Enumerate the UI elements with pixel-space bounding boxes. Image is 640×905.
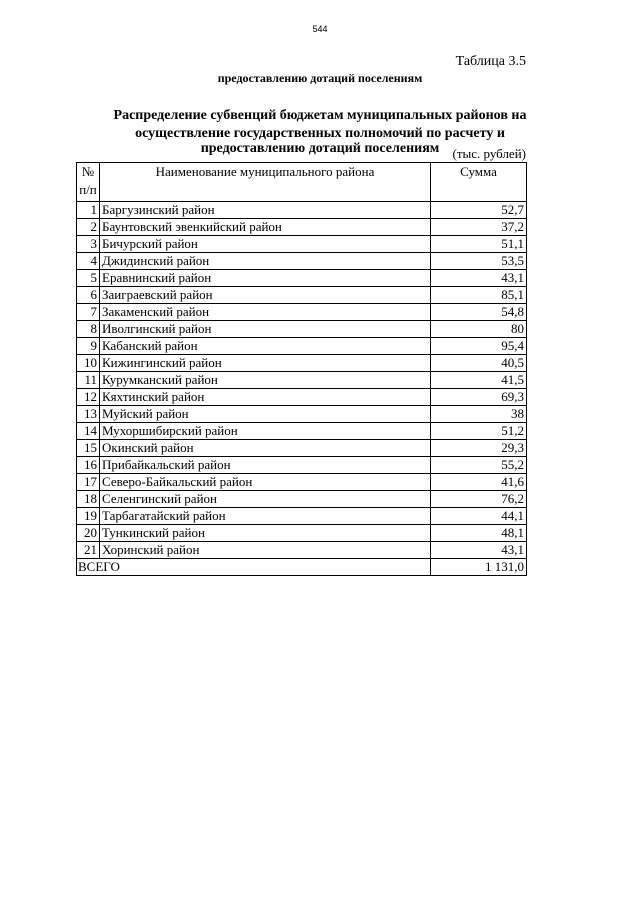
district-sum: 43,1 [431, 542, 527, 559]
district-sum: 80 [431, 321, 527, 338]
district-name: Бичурский район [100, 236, 431, 253]
district-name: Мухоршибирский район [100, 423, 431, 440]
district-sum: 48,1 [431, 525, 527, 542]
row-number: 17 [77, 474, 100, 491]
row-number: 5 [77, 270, 100, 287]
row-number: 10 [77, 355, 100, 372]
table-row [77, 372, 527, 389]
col-header-name: Наименование муниципального района [100, 163, 431, 202]
table-title [0, 107, 640, 143]
district-name: Кижингинский район [100, 355, 431, 372]
table-row [77, 287, 527, 304]
row-number: 20 [77, 525, 100, 542]
page-number: 544 [312, 24, 328, 34]
district-sum: 69,3 [431, 389, 527, 406]
district-name: Кяхтинский район [100, 389, 431, 406]
table-row [77, 219, 527, 236]
table-row [77, 406, 527, 423]
district-name: Иволгинский район [100, 321, 431, 338]
district-sum: 53,5 [431, 253, 527, 270]
row-number: 18 [77, 491, 100, 508]
district-sum: 85,1 [431, 287, 527, 304]
table-row [77, 338, 527, 355]
district-sum: 54,8 [431, 304, 527, 321]
district-name: Закаменский район [100, 304, 431, 321]
district-sum: 38 [431, 406, 527, 423]
row-number: 9 [77, 338, 100, 355]
district-sum: 51,1 [431, 236, 527, 253]
unit-label: (тыс. рублей) [452, 146, 526, 161]
row-number: 8 [77, 321, 100, 338]
table-row [77, 202, 527, 219]
total-label: ВСЕГО [77, 559, 431, 576]
table-row [77, 542, 527, 559]
district-name: Еравнинский район [100, 270, 431, 287]
district-name: Заиграевский район [100, 287, 431, 304]
table-row [77, 270, 527, 287]
district-sum: 95,4 [431, 338, 527, 355]
table-row [77, 508, 527, 525]
row-number: 21 [77, 542, 100, 559]
row-number: 14 [77, 423, 100, 440]
table-row [77, 525, 527, 542]
district-sum: 76,2 [431, 491, 527, 508]
district-sum: 52,7 [431, 202, 527, 219]
district-sum: 41,5 [431, 372, 527, 389]
district-name: Хоринский район [100, 542, 431, 559]
row-number: 15 [77, 440, 100, 457]
district-sum: 51,2 [431, 423, 527, 440]
row-number: 19 [77, 508, 100, 525]
district-name: Джидинский район [100, 253, 431, 270]
table-row [77, 440, 527, 457]
row-number: 2 [77, 219, 100, 236]
table-row [77, 389, 527, 406]
table-title-line-1: Распределение субвенций бюджетам муниципальных районов на [113, 108, 527, 123]
row-number: 16 [77, 457, 100, 474]
row-number: 7 [77, 304, 100, 321]
district-sum: 29,3 [431, 440, 527, 457]
district-sum: 41,6 [431, 474, 527, 491]
table-row [77, 457, 527, 474]
district-name: Северо-Байкальский район [100, 474, 431, 491]
district-name: Селенгинский район [100, 491, 431, 508]
total-sum: 1 131,0 [431, 559, 527, 576]
table-row [77, 321, 527, 338]
district-sum: 43,1 [431, 270, 527, 287]
table-header-row [77, 163, 527, 202]
row-number: 4 [77, 253, 100, 270]
col-header-sum: Сумма [431, 163, 527, 202]
district-name: Баунтовский эвенкийский район [100, 219, 431, 236]
table-row [77, 474, 527, 491]
district-name: Окинский район [100, 440, 431, 457]
table-row [77, 491, 527, 508]
row-number: 13 [77, 406, 100, 423]
table-row [77, 253, 527, 270]
table-row [77, 236, 527, 253]
row-number: 11 [77, 372, 100, 389]
subvention-table [76, 162, 527, 576]
district-name: Тарбагатайский район [100, 508, 431, 525]
district-name: Кабанский район [100, 338, 431, 355]
row-number: 1 [77, 202, 100, 219]
table-title-line-2: осуществление государственных полномочий по расчету и [135, 126, 505, 141]
district-name: Курумканский район [100, 372, 431, 389]
district-name: Тункинский район [100, 525, 431, 542]
row-number: 12 [77, 389, 100, 406]
col-header-num: № п/п [77, 163, 100, 202]
total-row [77, 559, 527, 576]
row-number: 3 [77, 236, 100, 253]
table-label: Таблица 3.5 [455, 54, 526, 69]
district-sum: 40,5 [431, 355, 527, 372]
district-sum: 37,2 [431, 219, 527, 236]
table-body [77, 202, 527, 576]
district-name: Муйский район [100, 406, 431, 423]
district-name: Баргузинский район [100, 202, 431, 219]
district-sum: 44,1 [431, 508, 527, 525]
table-row [77, 355, 527, 372]
clipped-heading-fragment: предоставлению дотаций поселениям [217, 71, 423, 85]
table-title-line-3-clipped: предоставлению дотаций поселениям [200, 141, 440, 156]
table-row [77, 423, 527, 440]
table-row [77, 304, 527, 321]
district-name: Прибайкальский район [100, 457, 431, 474]
row-number: 6 [77, 287, 100, 304]
district-sum: 55,2 [431, 457, 527, 474]
